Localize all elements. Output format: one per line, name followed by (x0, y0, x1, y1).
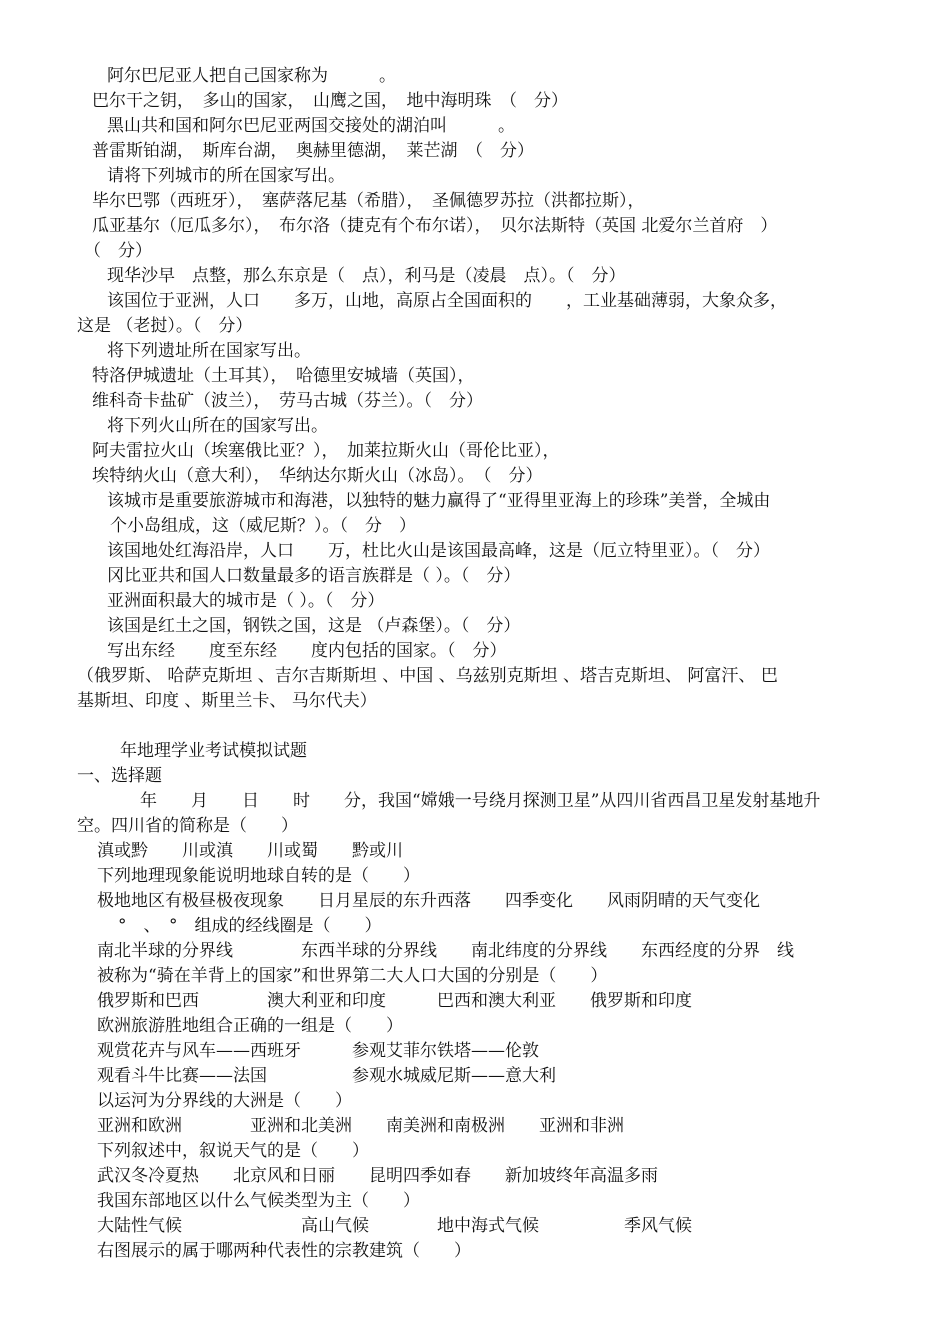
text-line: 现华沙早 点整，那么东京是（ 点），利马是（凌晨 点）。（ 分） (107, 266, 626, 286)
text-line: 埃特纳火山（意大利）， 华纳达尔斯火山（冰岛）。 （ 分） (92, 466, 543, 486)
text-line: 将下列火山所在的国家写出。 (107, 416, 328, 436)
text-line: 请将下列城市的所在国家写出。 (107, 166, 345, 186)
question-line: 被称为“骑在羊背上的国家”和世界第二大人口大国的分别是（ ） (97, 966, 608, 986)
option-line: 大陆性气候 高山气候 地中海式气候 季风气候 (97, 1216, 692, 1236)
option-line: 滇或黔 川或滇 川或蜀 黔或川 (97, 841, 403, 861)
text-line: 阿夫雷拉火山（埃塞俄比亚？）， 加莱拉斯火山（哥伦比亚）， (92, 441, 560, 461)
text-line: （ 分） (84, 241, 152, 261)
question-line: 欧洲旅游胜地组合正确的一组是（ ） (97, 1016, 403, 1036)
question-line: 下列叙述中，叙说天气的是（ ） (97, 1141, 369, 1161)
question-line: 我国东部地区以什么气候类型为主（ ） (97, 1191, 420, 1211)
exam-title: 年地理学业考试模拟试题 (120, 741, 307, 761)
text-line: 巴尔干之钥， 多山的国家， 山鹰之国， 地中海明珠 （ 分） (92, 91, 568, 111)
question-line: 年 月 日 时 分，我国“嫦娥一号绕月探测卫星”从四川省西昌卫星发射基地升 (140, 791, 821, 811)
question-line: 右图展示的属于哪两种代表性的宗教建筑（ ） (97, 1241, 471, 1261)
text-line: 亚洲面积最大的城市是（ ）。（ 分） (107, 591, 385, 611)
text-line: 个小岛组成，这（威尼斯？）。（ 分 ） (110, 516, 416, 536)
text-line: 毕尔巴鄂（西班牙）， 塞萨落尼基（希腊）， 圣佩德罗苏拉（洪都拉斯）， (92, 191, 645, 211)
question-line: 下列地理现象能说明地球自转的是（ ） (97, 866, 420, 886)
question-line: ° 、 ° 组成的经线圈是（ ） (118, 916, 382, 936)
text-line: 特洛伊城遗址（土耳其）， 哈德里安城墙（英国）， (92, 366, 475, 386)
text-line: （俄罗斯、 哈萨克斯坦 、吉尔吉斯斯坦 、中国 、乌兹别克斯坦 、塔吉克斯坦、 阿富汗、 巴 (77, 666, 778, 686)
text-line: 普雷斯铂湖， 斯库台湖， 奥赫里德湖， 莱芒湖 （ 分） (92, 141, 534, 161)
text-line: 写出东经 度至东经 度内包括的国家。（ 分） (107, 641, 507, 661)
text-line: 瓜亚基尔（厄瓜多尔）， 布尔洛（捷克有个布尔诺）， 贝尔法斯特（英国 北爱尔兰首府 ） (92, 216, 778, 236)
text-line: 该国位于亚洲，人口 多万，山地，高原占全国面积的 ，工业基础薄弱，大象众多， (107, 291, 787, 311)
text-line: 基斯坦、印度 、斯里兰卡、 马尔代夫） (77, 691, 377, 711)
text-line: 将下列遗址所在国家写出。 (107, 341, 311, 361)
question-line: 空。四川省的简称是（ ） (77, 816, 298, 836)
text-line: 黑山共和国和阿尔巴尼亚两国交接处的湖泊叫 。 (107, 116, 515, 136)
text-line: 该城市是重要旅游城市和海港，以独特的魅力赢得了“亚得里亚海上的珍珠”美誉，全城由 (107, 491, 771, 511)
text-line: 维科奇卡盐矿（波兰）， 劳马古城（芬兰）。（ 分） (92, 391, 483, 411)
option-line: 南北半球的分界线 东西半球的分界线 南北纬度的分界线 东西经度的分界 线 (97, 941, 794, 961)
text-line: 该国是红土之国，钢铁之国，这是 （卢森堡）。（ 分） (107, 616, 521, 636)
option-line: 极地地区有极昼极夜现象 日月星辰的东升西落 四季变化 风雨阴晴的天气变化 (97, 891, 760, 911)
option-line: 武汉冬冷夏热 北京风和日丽 昆明四季如春 新加坡终年高温多雨 (97, 1166, 658, 1186)
option-line: 亚洲和欧洲 亚洲和北美洲 南美洲和南极洲 亚洲和非洲 (97, 1116, 624, 1136)
option-line: 观看斗牛比赛——法国 参观水城威尼斯——意大利 (97, 1066, 556, 1086)
text-line: 阿尔巴尼亚人把自己国家称为 。 (107, 66, 396, 86)
question-line: 以运河为分界线的大洲是（ ） (97, 1091, 352, 1111)
text-line: 这是 （老挝）。（ 分） (77, 316, 253, 336)
option-line: 观赏花卉与风车——西班牙 参观艾菲尔铁塔——伦敦 (97, 1041, 539, 1061)
text-line: 该国地处红海沿岸，人口 万，杜比火山是该国最高峰，这是（厄立特里亚）。（ 分） (107, 541, 770, 561)
section-heading: 一、选择题 (77, 766, 162, 786)
option-line: 俄罗斯和巴西 澳大利亚和印度 巴西和澳大利亚 俄罗斯和印度 (97, 991, 692, 1011)
text-line: 冈比亚共和国人口数量最多的语言族群是（ ）。（ 分） (107, 566, 521, 586)
